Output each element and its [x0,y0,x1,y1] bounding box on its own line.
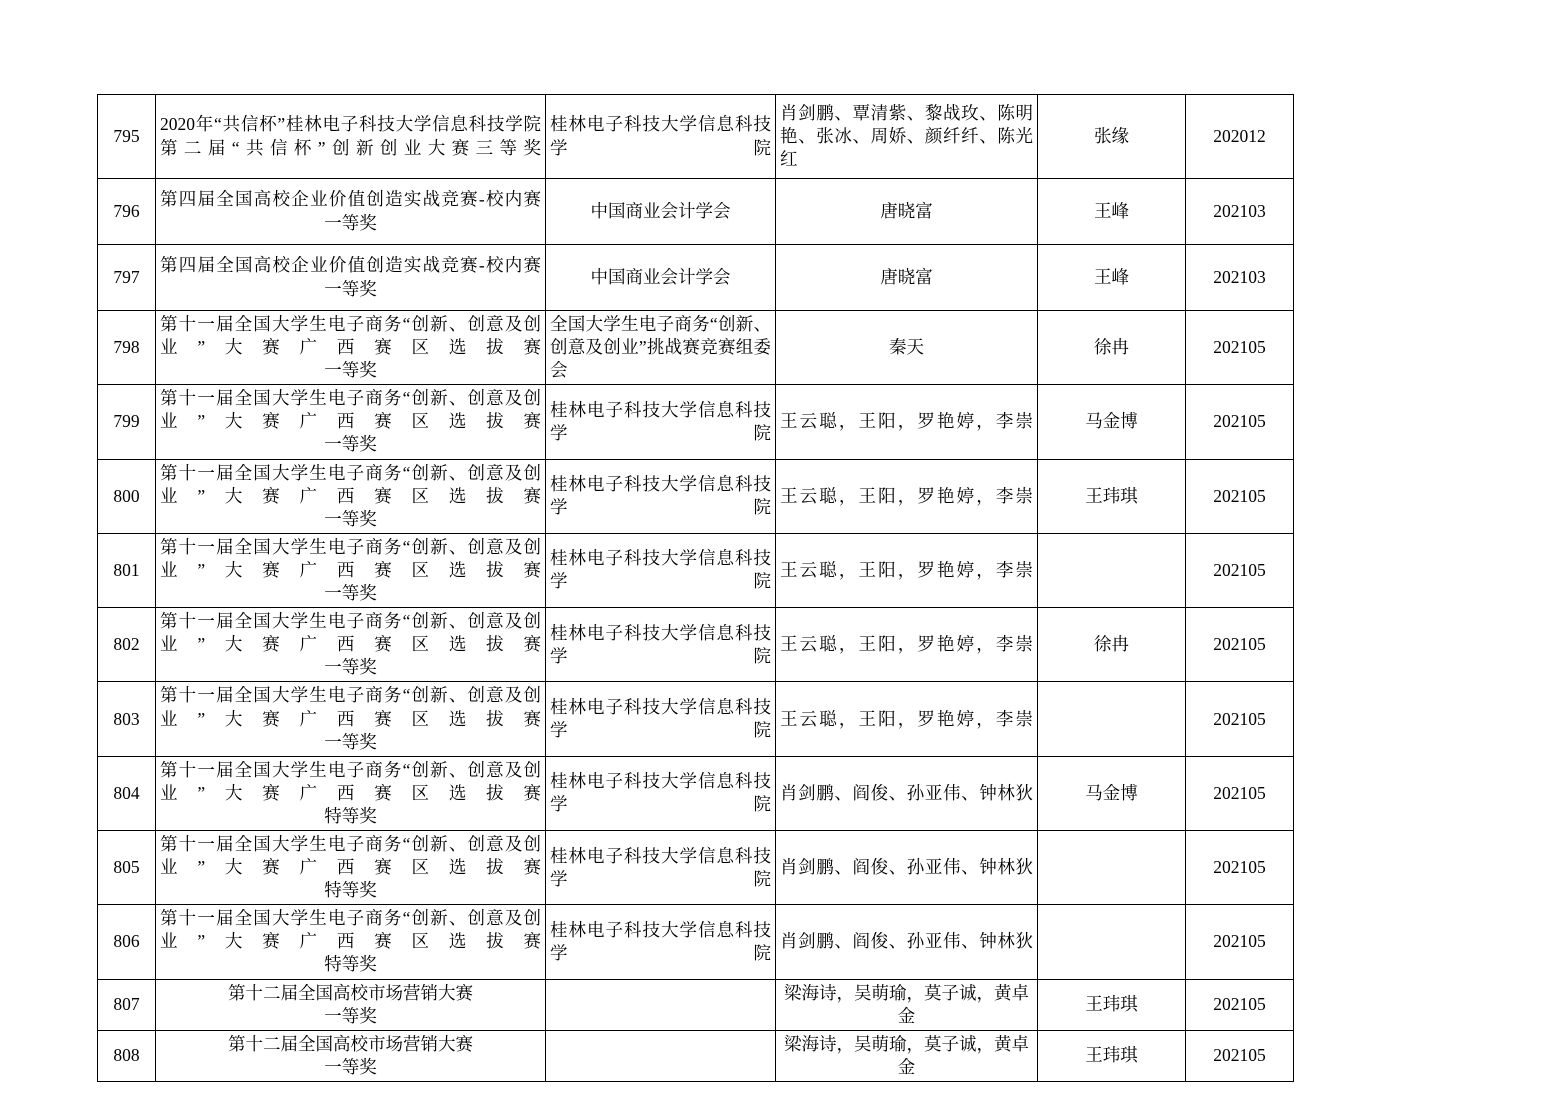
cell-award-name [156,979,546,1030]
organizer-text: 桂林电子科技大学信息科技学院 [550,399,771,443]
cell-date: 202105 [1186,979,1294,1030]
award-name-group [160,907,541,976]
cell-organizer [546,385,776,459]
cell-teacher [1038,533,1186,607]
cell-award-name [156,756,546,830]
cell-students [776,1030,1038,1081]
cell-date: 202105 [1186,905,1294,979]
award-name-text: 第十一届全国大学生电子商务“创新、创意及创业”大赛广西赛区选拔赛 [160,908,541,952]
award-level-text: 一等奖 [324,731,377,752]
cell-index: 799 [98,385,156,459]
cell-date: 202105 [1186,756,1294,830]
cell-index: 801 [98,533,156,607]
table-row [98,756,1294,830]
table-row [98,533,1294,607]
students-text: 王云聪，王阳，罗艳婷，李崇 [780,708,1033,729]
award-name-group [160,759,541,828]
award-name-group [160,610,541,679]
cell-date: 202105 [1186,608,1294,682]
award-name-text: 第四届全国高校企业价值创造实战竞赛-校内赛 [160,255,541,276]
award-name-group [160,313,541,382]
award-level-text: 一等奖 [324,434,377,455]
cell-index: 805 [98,830,156,904]
cell-teacher [1038,905,1186,979]
cell-students: 唐晓富 [776,245,1038,311]
cell-students [776,459,1038,533]
award-table [97,94,1294,1082]
cell-students [776,682,1038,756]
cell-teacher: 马金博 [1038,756,1186,830]
cell-index: 804 [98,756,156,830]
cell-organizer [546,830,776,904]
cell-organizer [546,95,776,179]
cell-teacher [1038,682,1186,756]
cell-date: 202105 [1186,459,1294,533]
students-text: 王云聪，王阳，罗艳婷，李崇 [780,411,1033,432]
cell-award-name [156,1030,546,1081]
cell-award-name [156,245,546,311]
award-name-group [160,254,541,300]
organizer-group [550,313,771,382]
organizer-text: 桂林电子科技大学信息科技学院 [550,548,771,592]
cell-date: 202103 [1186,245,1294,311]
students-text: 肖剑鹏、阎俊、孙亚伟、钟林狄 [780,931,1033,952]
organizer-text: 桂林电子科技大学信息科技学院 [550,771,771,815]
cell-date: 202012 [1186,95,1294,179]
cell-teacher [1038,830,1186,904]
award-name-text: 第十一届全国大学生电子商务“创新、创意及创业”大赛广西赛区选拔赛 [160,685,541,729]
cell-award-name [156,95,546,179]
organizer-text: 全国大学生电子商务“创新、创意及创业”挑战赛竞赛组委会 [550,314,771,381]
award-name-group [160,1033,541,1079]
organizer-text: 桂林电子科技大学信息科技学院 [550,474,771,518]
organizer-text: 桂林电子科技大学信息科技学院 [550,919,771,963]
cell-students [776,905,1038,979]
cell-index: 798 [98,311,156,385]
award-name-text: 第十一届全国大学生电子商务“创新、创意及创业”大赛广西赛区选拔赛 [160,388,541,432]
cell-organizer: 中国商业会计学会 [546,179,776,245]
cell-index: 797 [98,245,156,311]
cell-award-name [156,608,546,682]
award-name-text: 第十一届全国大学生电子商务“创新、创意及创业”大赛广西赛区选拔赛 [160,536,541,580]
cell-students: 唐晓富 [776,179,1038,245]
table-row [98,179,1294,245]
cell-award-name [156,830,546,904]
award-name-group [160,462,541,531]
cell-date: 202105 [1186,1030,1294,1081]
cell-organizer [546,533,776,607]
cell-organizer [546,1030,776,1081]
award-name-text: 第十二届全国高校市场营销大赛 [228,982,473,1003]
cell-teacher: 王峰 [1038,245,1186,311]
cell-organizer [546,905,776,979]
students-text: 王云聪，王阳，罗艳婷，李崇 [780,485,1033,506]
cell-organizer [546,311,776,385]
cell-teacher: 马金博 [1038,385,1186,459]
cell-index: 802 [98,608,156,682]
cell-award-name [156,179,546,245]
cell-students [776,95,1038,179]
cell-teacher: 王玮琪 [1038,1030,1186,1081]
students-text: 肖剑鹏、阎俊、孙亚伟、钟林狄 [780,857,1033,878]
students-text: 梁海诗，吴萌瑜，莫子诚，黄卓金 [784,1033,1029,1077]
table-row [98,459,1294,533]
award-name-group [160,684,541,753]
cell-organizer [546,682,776,756]
students-text: 肖剑鹏、覃清紫、黎战玫、陈明艳、张冰、周娇、颜纤纤、陈光红 [780,102,1033,170]
award-level-text: 一等奖 [324,212,377,233]
organizer-text: 桂林电子科技大学信息科技学院 [550,622,771,666]
award-level-text: 一等奖 [324,1056,377,1077]
cell-index: 795 [98,95,156,179]
award-level-text: 特等奖 [324,880,377,901]
cell-organizer [546,459,776,533]
award-name-group [160,188,541,234]
award-level-text: 特等奖 [324,805,377,826]
students-text: 王云聪，王阳，罗艳婷，李崇 [780,634,1033,655]
cell-index: 807 [98,979,156,1030]
table-row [98,979,1294,1030]
cell-date: 202103 [1186,179,1294,245]
cell-date: 202105 [1186,682,1294,756]
award-name-group [160,833,541,902]
award-name-text: 第四届全国高校企业价值创造实战竞赛-校内赛 [160,189,541,210]
table-row [98,385,1294,459]
cell-students [776,830,1038,904]
cell-index: 803 [98,682,156,756]
award-name-text: 第十一届全国大学生电子商务“创新、创意及创业”大赛广西赛区选拔赛 [160,833,541,878]
organizer-text: 桂林电子科技大学信息科技学院 [550,696,771,741]
organizer-text: 桂林电子科技大学信息科技学院 [550,845,771,889]
table-row [98,95,1294,179]
cell-organizer [546,979,776,1030]
award-level-text: 一等奖 [324,1005,377,1026]
award-level-text: 一等奖 [324,583,377,604]
cell-award-name [156,311,546,385]
award-name-group [160,387,541,456]
table-row [98,830,1294,904]
award-level-text: 一等奖 [324,657,377,678]
cell-date: 202105 [1186,533,1294,607]
award-level-text: 一等奖 [324,360,377,381]
award-name-text: 第十一届全国大学生电子商务“创新、创意及创业”大赛广西赛区选拔赛 [160,611,541,655]
cell-organizer: 中国商业会计学会 [546,245,776,311]
cell-teacher: 徐冉 [1038,608,1186,682]
cell-students [776,979,1038,1030]
table-row [98,1030,1294,1081]
award-level-text: 一等奖 [324,508,377,529]
cell-students [776,756,1038,830]
cell-date: 202105 [1186,830,1294,904]
table-row [98,311,1294,385]
cell-award-name [156,459,546,533]
organizer-text: 桂林电子科技大学信息科技学院 [550,114,771,158]
cell-award-name [156,905,546,979]
students-text: 肖剑鹏、阎俊、孙亚伟、钟林狄 [780,782,1033,803]
cell-teacher: 王峰 [1038,179,1186,245]
cell-date: 202105 [1186,311,1294,385]
cell-teacher: 王玮琪 [1038,459,1186,533]
award-name-group [160,982,541,1028]
cell-index: 796 [98,179,156,245]
award-name-text: 第十一届全国大学生电子商务“创新、创意及创业”大赛广西赛区选拔赛 [160,759,541,803]
table-row [98,608,1294,682]
cell-students [776,533,1038,607]
cell-index: 800 [98,459,156,533]
award-table-container [97,94,1293,1082]
cell-students [776,608,1038,682]
cell-organizer [546,756,776,830]
award-level-text: 特等奖 [324,954,377,975]
award-name-text: 2020年“共信杯”桂林电子科技大学信息科技学院第二届“共信杯”创新创业大赛三等奖 [160,114,541,158]
table-row [98,245,1294,311]
award-name-text: 第十一届全国大学生电子商务“创新、创意及创业”大赛广西赛区选拔赛 [160,462,541,506]
cell-date: 202105 [1186,385,1294,459]
table-row [98,682,1294,756]
table-row [98,905,1294,979]
students-text: 梁海诗，吴萌瑜，莫子诚，黄卓金 [784,982,1029,1026]
award-name-text: 第十二届全国高校市场营销大赛 [228,1033,473,1054]
cell-teacher: 王玮琪 [1038,979,1186,1030]
award-level-text: 一等奖 [324,278,377,299]
cell-organizer [546,608,776,682]
cell-teacher: 张缘 [1038,95,1186,179]
cell-award-name [156,533,546,607]
award-name-group [160,536,541,605]
cell-index: 808 [98,1030,156,1081]
cell-students: 秦天 [776,311,1038,385]
students-text: 王云聪，王阳，罗艳婷，李崇 [780,559,1033,580]
cell-award-name [156,385,546,459]
cell-teacher: 徐冉 [1038,311,1186,385]
award-name-text: 第十一届全国大学生电子商务“创新、创意及创业”大赛广西赛区选拔赛 [160,314,541,358]
cell-award-name [156,682,546,756]
cell-students [776,385,1038,459]
cell-index: 806 [98,905,156,979]
